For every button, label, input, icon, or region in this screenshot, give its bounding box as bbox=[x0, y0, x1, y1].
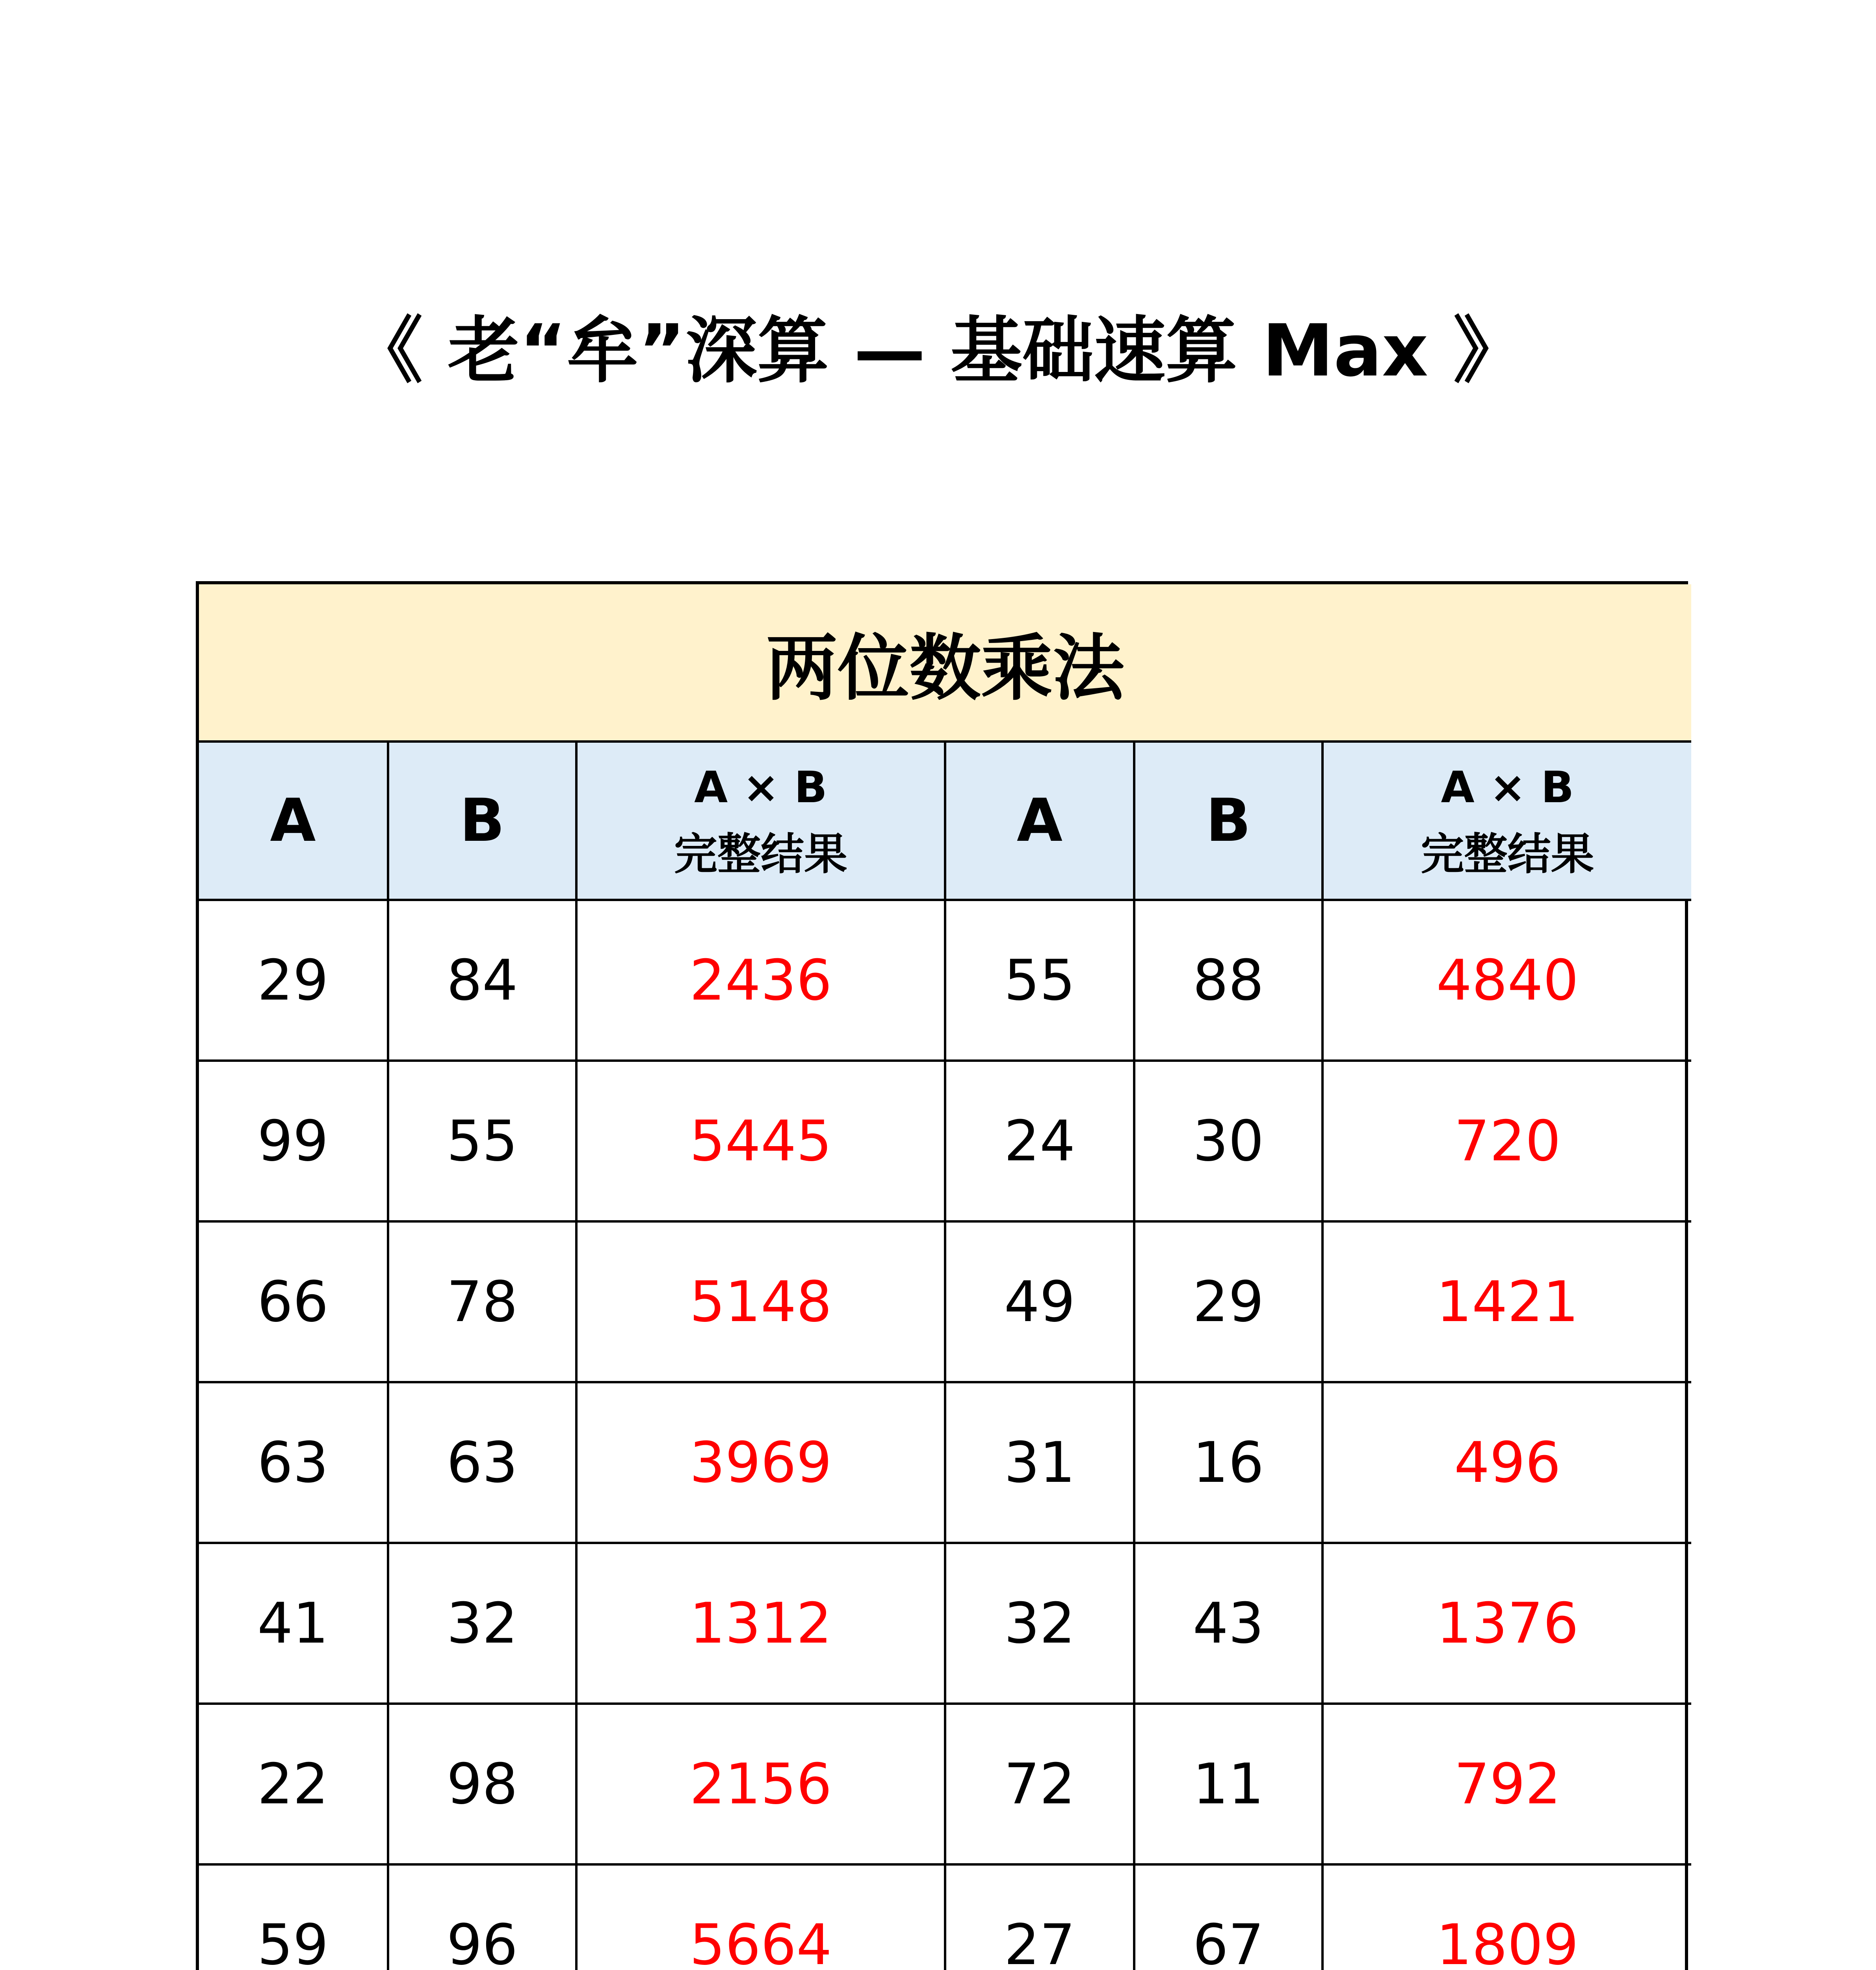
cell-b-left: 63 bbox=[388, 1382, 576, 1543]
cell-b-left: 78 bbox=[388, 1221, 576, 1382]
cell-a-right: 55 bbox=[945, 900, 1134, 1061]
cell-b-right: 11 bbox=[1134, 1704, 1322, 1864]
cell-b-left: 55 bbox=[388, 1061, 576, 1221]
cell-a-left: 63 bbox=[199, 1382, 388, 1543]
header-product-left bbox=[576, 742, 945, 900]
cell-b-left: 32 bbox=[388, 1543, 576, 1704]
table-row bbox=[199, 1221, 1691, 1382]
cell-a-left: 41 bbox=[199, 1543, 388, 1704]
cell-b-left: 96 bbox=[388, 1864, 576, 1970]
header-product-formula: A × B bbox=[694, 762, 827, 812]
cell-result-right: 792 bbox=[1322, 1704, 1691, 1864]
header-a-left: A bbox=[199, 742, 388, 900]
header-product-label: 完整结果 bbox=[674, 829, 847, 879]
cell-b-right: 30 bbox=[1134, 1061, 1322, 1221]
cell-result-left: 5148 bbox=[576, 1221, 945, 1382]
cell-result-left: 5445 bbox=[576, 1061, 945, 1221]
cell-b-right: 43 bbox=[1134, 1543, 1322, 1704]
cell-a-left: 59 bbox=[199, 1864, 388, 1970]
table-caption-row bbox=[199, 584, 1691, 742]
cell-result-left: 3969 bbox=[576, 1382, 945, 1543]
worksheet-table bbox=[199, 584, 1691, 1970]
page-title: 《 老“牟”深算 — 基础速算 Max 》 bbox=[351, 309, 1525, 392]
cell-a-right: 72 bbox=[945, 1704, 1134, 1864]
header-a-right: A bbox=[945, 742, 1134, 900]
cell-a-left: 99 bbox=[199, 1061, 388, 1221]
cell-a-left: 29 bbox=[199, 900, 388, 1061]
cell-result-right: 720 bbox=[1322, 1061, 1691, 1221]
table-row bbox=[199, 1864, 1691, 1970]
cell-a-right: 27 bbox=[945, 1864, 1134, 1970]
cell-result-right: 1809 bbox=[1322, 1864, 1691, 1970]
cell-a-left: 66 bbox=[199, 1221, 388, 1382]
header-product-label: 完整结果 bbox=[1421, 829, 1594, 879]
cell-result-right: 1376 bbox=[1322, 1543, 1691, 1704]
cell-result-left: 1312 bbox=[576, 1543, 945, 1704]
header-b-left: B bbox=[388, 742, 576, 900]
cell-a-right: 32 bbox=[945, 1543, 1134, 1704]
table-caption: 两位数乘法 bbox=[199, 584, 1691, 742]
cell-result-right: 496 bbox=[1322, 1382, 1691, 1543]
multiplication-table bbox=[196, 581, 1688, 1970]
table-header-row bbox=[199, 742, 1691, 900]
table-row bbox=[199, 1061, 1691, 1221]
cell-b-left: 98 bbox=[388, 1704, 576, 1864]
table-row bbox=[199, 1543, 1691, 1704]
header-b-right: B bbox=[1134, 742, 1322, 900]
cell-a-right: 49 bbox=[945, 1221, 1134, 1382]
cell-result-left: 2156 bbox=[576, 1704, 945, 1864]
cell-b-right: 88 bbox=[1134, 900, 1322, 1061]
cell-result-right: 4840 bbox=[1322, 900, 1691, 1061]
cell-result-left: 2436 bbox=[576, 900, 945, 1061]
cell-result-left: 5664 bbox=[576, 1864, 945, 1970]
cell-b-left: 84 bbox=[388, 900, 576, 1061]
header-product-formula: A × B bbox=[1441, 762, 1574, 812]
table-row bbox=[199, 1382, 1691, 1543]
cell-b-right: 16 bbox=[1134, 1382, 1322, 1543]
cell-a-left: 22 bbox=[199, 1704, 388, 1864]
cell-a-right: 24 bbox=[945, 1061, 1134, 1221]
table-row bbox=[199, 900, 1691, 1061]
cell-result-right: 1421 bbox=[1322, 1221, 1691, 1382]
cell-a-right: 31 bbox=[945, 1382, 1134, 1543]
cell-b-right: 29 bbox=[1134, 1221, 1322, 1382]
header-product-right bbox=[1322, 742, 1691, 900]
cell-b-right: 67 bbox=[1134, 1864, 1322, 1970]
table-row bbox=[199, 1704, 1691, 1864]
